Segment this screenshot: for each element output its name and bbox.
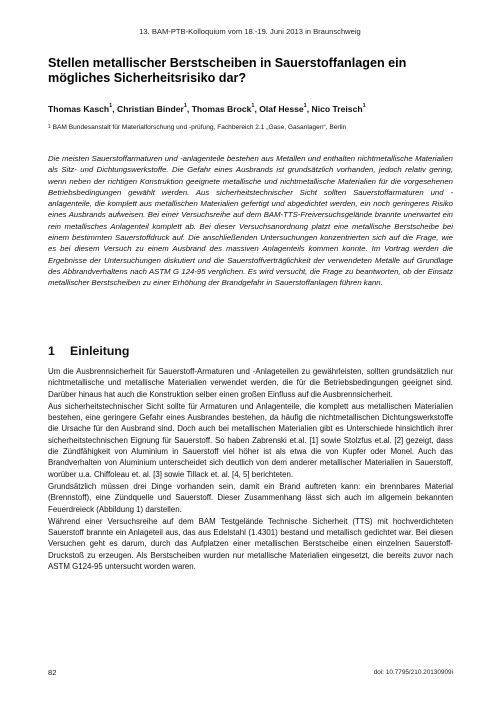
author: Christian Binder$^1$ (116, 103, 187, 114)
paragraph: Während einer Versuchsreihe auf dem BAM Testgelände Technische Sicherheit (TTS) mit hochverdichteten Sauerstoff brannte ein Anlageteil aus, das aus Edelstahl (1.4301) bestand und metallisch gedichtet war. Bei diesen Versuchen geht es darum, durch das Aufplatzen einer metallischen Berstscheibe einen einzelnen Sauerstoff-Druckstoß zu erzeugen. Als Berstscheiben wurden nur metallische Materialien eingesetzt, die bereits zuvor nach ASTM G124-95 untersucht worden waren. (48, 516, 453, 572)
running-header: 13. BAM-PTB-Kolloquium vom 18.-19. Juni 2013 in Braunschweig (139, 27, 361, 36)
section-title: Einleitung (70, 344, 130, 358)
page-number: 82 (48, 668, 57, 677)
body-text (48, 366, 453, 573)
affiliation: $^1$ BAM Bundesanstalt für Materialforschung und -prüfung, Fachbereich 2.1 „Gase, Gasanlagen“, Berlin (48, 124, 347, 131)
author-list: Thomas Kasch$^1$, Christian Binder$^1$, Thomas Brock$^1$, Olaf Hesse$^1$, Nico Treisch$^1$ (48, 103, 366, 114)
author: Thomas Kasch$^1$ (48, 103, 113, 114)
section-number: 1 (48, 344, 55, 358)
paragraph: Um die Ausbrennsicherheit für Sauerstoff-Armaturen und -Anlageteilen zu gewährleisten, sollten grundsätzlich nur nichtmetallische und metallische Materialien verwendet werden, die für die Betriebsbedingungen geeignet sind. Darüber hinaus hat auch die Konstruktion selber einen großen Einfluss auf die Ausbrennsicherheit. (48, 367, 453, 399)
paragraph: Aus sicherheitstechnischer Sicht sollte für Armaturen und Anlagenteile, die komplett aus metallischen Materialien bestehen, eine geringere Gefahr eines Ausbrandes bestehen, da häufig die nichtmetallischen Dichtungswerkstoffe die Ursache für den Ausbrand sind. Doch auch bei metallischen Materialien gibt es Unterschiede hinsichtlich ihrer sicherheitstechnischen Eignung für Sauerstoff. So haben Zabrenski et.al. [1] sowie Stolzfus et.al. [2] gezeigt, dass die Zündfähigkeit von Aluminium in Sauerstoff viel höher ist als etwa die von Kupfer oder Monel. Auch das Brandverhalten von Aluminium unterscheidet sich deutlich von dem anderer metallischer Materialien in Sauerstoff, worüber u.a. Chiffoleau et. al. [3] sowie Tillack et. al. [4, 5] berichteten. (48, 401, 453, 479)
author: Nico Treisch$^1$ (311, 103, 366, 114)
paragraph: Grundsätzlich müssen drei Dinge vorhanden sein, damit ein Brand auftreten kann: ein brennbares Material (Brennstoff), eine Zündquelle und Sauerstoff. Dieser Zusammenhang lässt sich auch im allgemein bekannten Feuerdreieck (Abbildung 1) darstellen. (48, 481, 453, 514)
section-heading (48, 344, 129, 358)
author: Thomas Brock$^1$ (191, 103, 255, 114)
author: Olaf Hesse$^1$ (259, 103, 307, 114)
doi-link[interactable]: doi: 10.7795/210.20130909i (373, 669, 453, 676)
paper-title: Stellen metallischer Berstscheiben in Sauerstoffanlagen ein mögliches Sicherheitsrisiko dar? (48, 56, 407, 85)
abstract: Die meisten Sauerstoffarmaturen und -anlagenteile bestehen aus Metallen und enthalten nichtmetallische Materialien als Sitz- und Dichtungswerkstoffe. Die Gefahr eines Ausbrands ist grundsätzlich vorhanden, jedoch relativ gering, wenn neben der richtigen Konstruktion geeignete metallische und nichtmetallische Materialien für die vorgesehenen Betriebsbedingungen gewählt werden. Aus sicherheitstechnischer Sicht sollten Sauerstoffarmaturen und -anlagenteile, die komplett aus metallischen Materialien gefertigt und abgedichtet werden, ein noch geringeres Risiko eines Ausbrands aufweisen. Bei einer Versuchsreihe auf dem BAM-TTS-Freiversuchsgelände brannte unerwartet ein rein metallisches Anlagenteil komplett ab. Bei dieser Versuchsanordnung platzt eine metallische Berstscheibe bei einem bestimmten Sauerstoffdruck auf. Die anschließenden Untersuchungen konzentrierten sich auf die Frage, wie es bei diesem Versuch zu einem Ausbrand des massiven Anlagenteils kommen konnte. Im Vortrag werden die Ergebnisse der Untersuchungen diskutiert und die Sauerstoffverträglichkeit der verwendeten Metalle auf Grundlage des Abbrandverhaltens nach ASTM G 124-95 verglichen. Es wird versucht, die Frage zu beantworten, ob der Einsatz metallischer Berstscheiben zu einer Erhöhung der Brandgefahr in Sauerstoffanlagen führen kann. (48, 154, 453, 288)
